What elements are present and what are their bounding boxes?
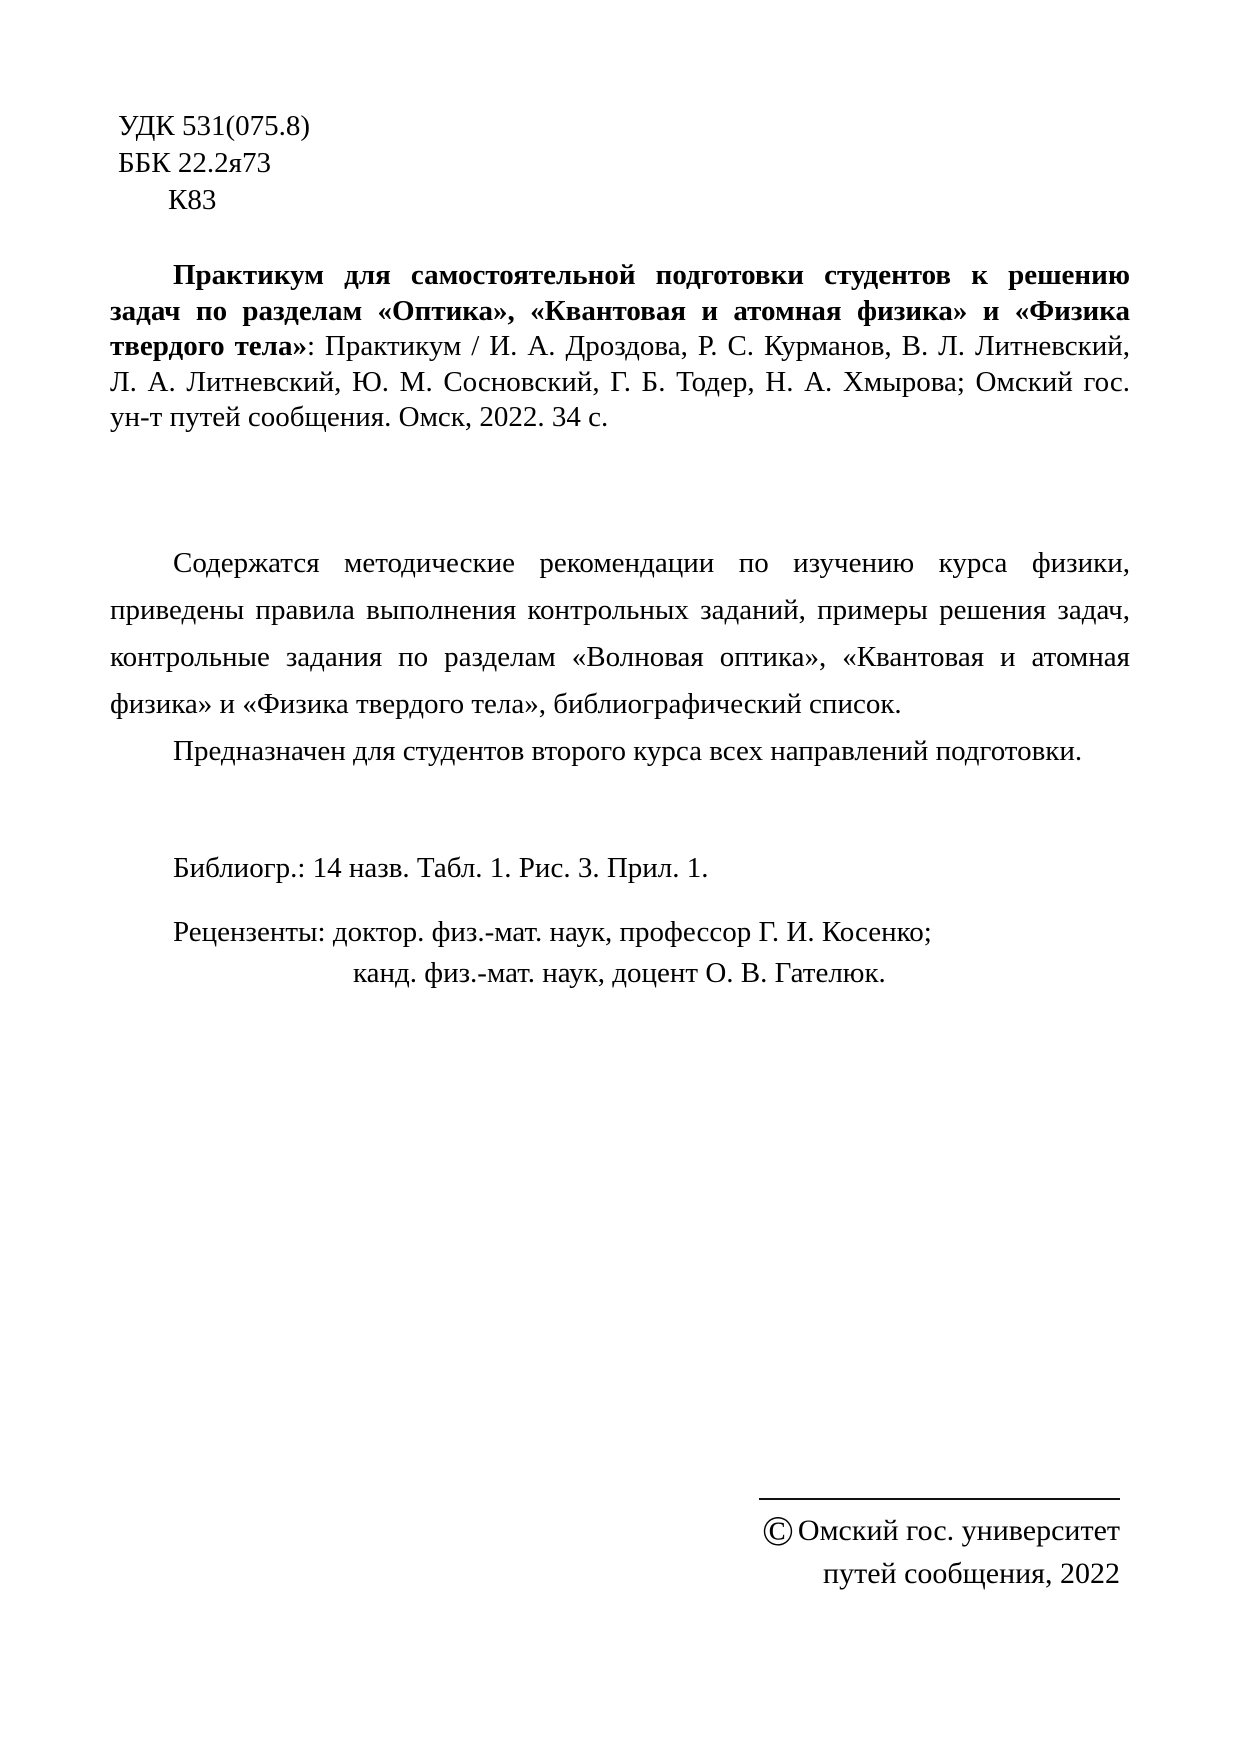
bibliographic-entry [110,258,1130,436]
bibliographic-title: Практикум для самостоятельной подготовки студентов к решению задач по разделам «Оптика», «Квантовая и атомная физика» и «Физика твердого тела» [110,259,1130,362]
copyright-divider [759,1498,1120,1500]
bibliographic-details: : Практикум / И. А. Дроздова, Р. С. Курманов, В. Л. Литневский, Л. А. Литневский, Ю. М. Сосновский, Г. Б. Тодер, Н. А. Хмырова; Омский гос. ун-т путей сообщения. Омск, 2022. 34 с. [110,330,1130,433]
copyright-block [700,1498,1120,1595]
reviewer-line-2: канд. физ.-мат. наук, доцент О. В. Гателюк. [353,957,886,989]
bbk-code: ББК 22.2я73 [118,147,271,179]
annotation-paragraph: Содержатся методические рекомендации по изучению курса физики, приведены правила выполнения контрольных заданий, примеры решения задач, контрольные задания по разделам «Волновая оптика», «Квантовая и атомная физика» и «Физика твердого тела», библиографический список. [110,547,1130,720]
copyright-line-2: путей сообщения, 2022 [823,1557,1120,1590]
copyright-icon: © [761,1509,794,1555]
audience-paragraph: Предназначен для студентов второго курса всех направлений подготовки. [173,735,1083,767]
classification-codes [118,108,310,219]
bibliography-note: Библиогр.: 14 назв. Табл. 1. Рис. 3. Прил. 1. [173,852,709,884]
reviewer-line-1: Рецензенты: доктор. физ.-мат. наук, профессор Г. И. Косенко; [173,916,932,948]
author-sign-code: К83 [168,184,217,216]
annotation-block [110,540,1130,775]
reviewers-block [110,912,1130,994]
copyright-holder: Омский гос. университет [797,1514,1120,1547]
copyright-line-1 [700,1510,1120,1553]
udc-code: УДК 531(075.8) [118,110,311,142]
